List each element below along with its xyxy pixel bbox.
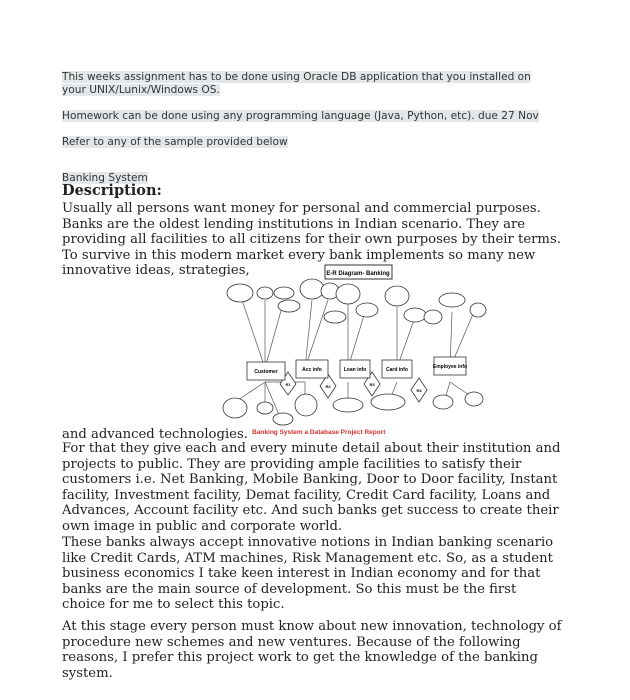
entity-label: Acc info	[302, 367, 322, 373]
paragraph-3: These banks always accept innovative notions in Indian banking scenario like Credit Cards, ATM machines, Risk Management etc. So, as a student business economics I take keen interest in Indian economy and for that banks are the main source of development. So this must be the first choice for me to select this topic.	[62, 535, 554, 613]
note-line: your UNIX/Lunix/Windows OS.	[62, 84, 220, 96]
paragraph-1: Usually all persons want money for personal and commercial purposes. Banks are the oldest lending institutions in Indian scenario. They are providing all facilities to all citizens for their own purposes by their terms. To survive in this modern market every bank implements so many new innovative ideas, strategies,	[62, 201, 561, 279]
relation-label: R3	[369, 382, 375, 387]
relation-label: R2	[325, 384, 331, 389]
entity-label: Employee info	[432, 364, 468, 370]
entity-label: Loan info	[343, 367, 367, 373]
diagram-caption: Banking System a Database Project Report	[252, 429, 386, 436]
note-line: Refer to any of the sample provided below	[62, 136, 288, 148]
homework-note	[62, 110, 539, 123]
description-heading: Description:	[62, 182, 162, 199]
relation-label: R1	[285, 382, 291, 387]
paragraph-text: and advanced technologies.	[62, 427, 248, 442]
entity-label: Customer	[254, 369, 278, 375]
er-diagram	[220, 262, 500, 432]
refer-note	[62, 136, 288, 149]
assignment-note	[62, 71, 531, 97]
relation-label: R4	[416, 388, 422, 393]
diagram-title: E-R Diagram- Banking	[326, 271, 390, 277]
paragraph-4: At this stage every person must know about new innovation, technology of procedure new schemes and new ventures. Because of the following reasons, I prefer this project work to get the knowledge of the banking system.	[62, 619, 562, 681]
paragraph-1-end	[62, 425, 562, 443]
note-line: This weeks assignment has to be done using Oracle DB application that you installed on	[62, 71, 531, 83]
note-line: Homework can be done using any programming language (Java, Python, etc). due 27 Nov	[62, 110, 539, 122]
note-line: Banking System	[62, 172, 148, 184]
paragraph-2: For that they give each and every minute detail about their institution and projects to public. They are providing ample facilities to satisfy their customers i.e. Net Banking, Mobile Banking, Door to Door facility, Instant facility, Investment facility, Demat facility, Credit Card facility, Loans and Advances, Account facility etc. And such banks get success to create their own image in public and corporate world.	[62, 441, 561, 534]
entity-label: Card info	[386, 367, 408, 373]
